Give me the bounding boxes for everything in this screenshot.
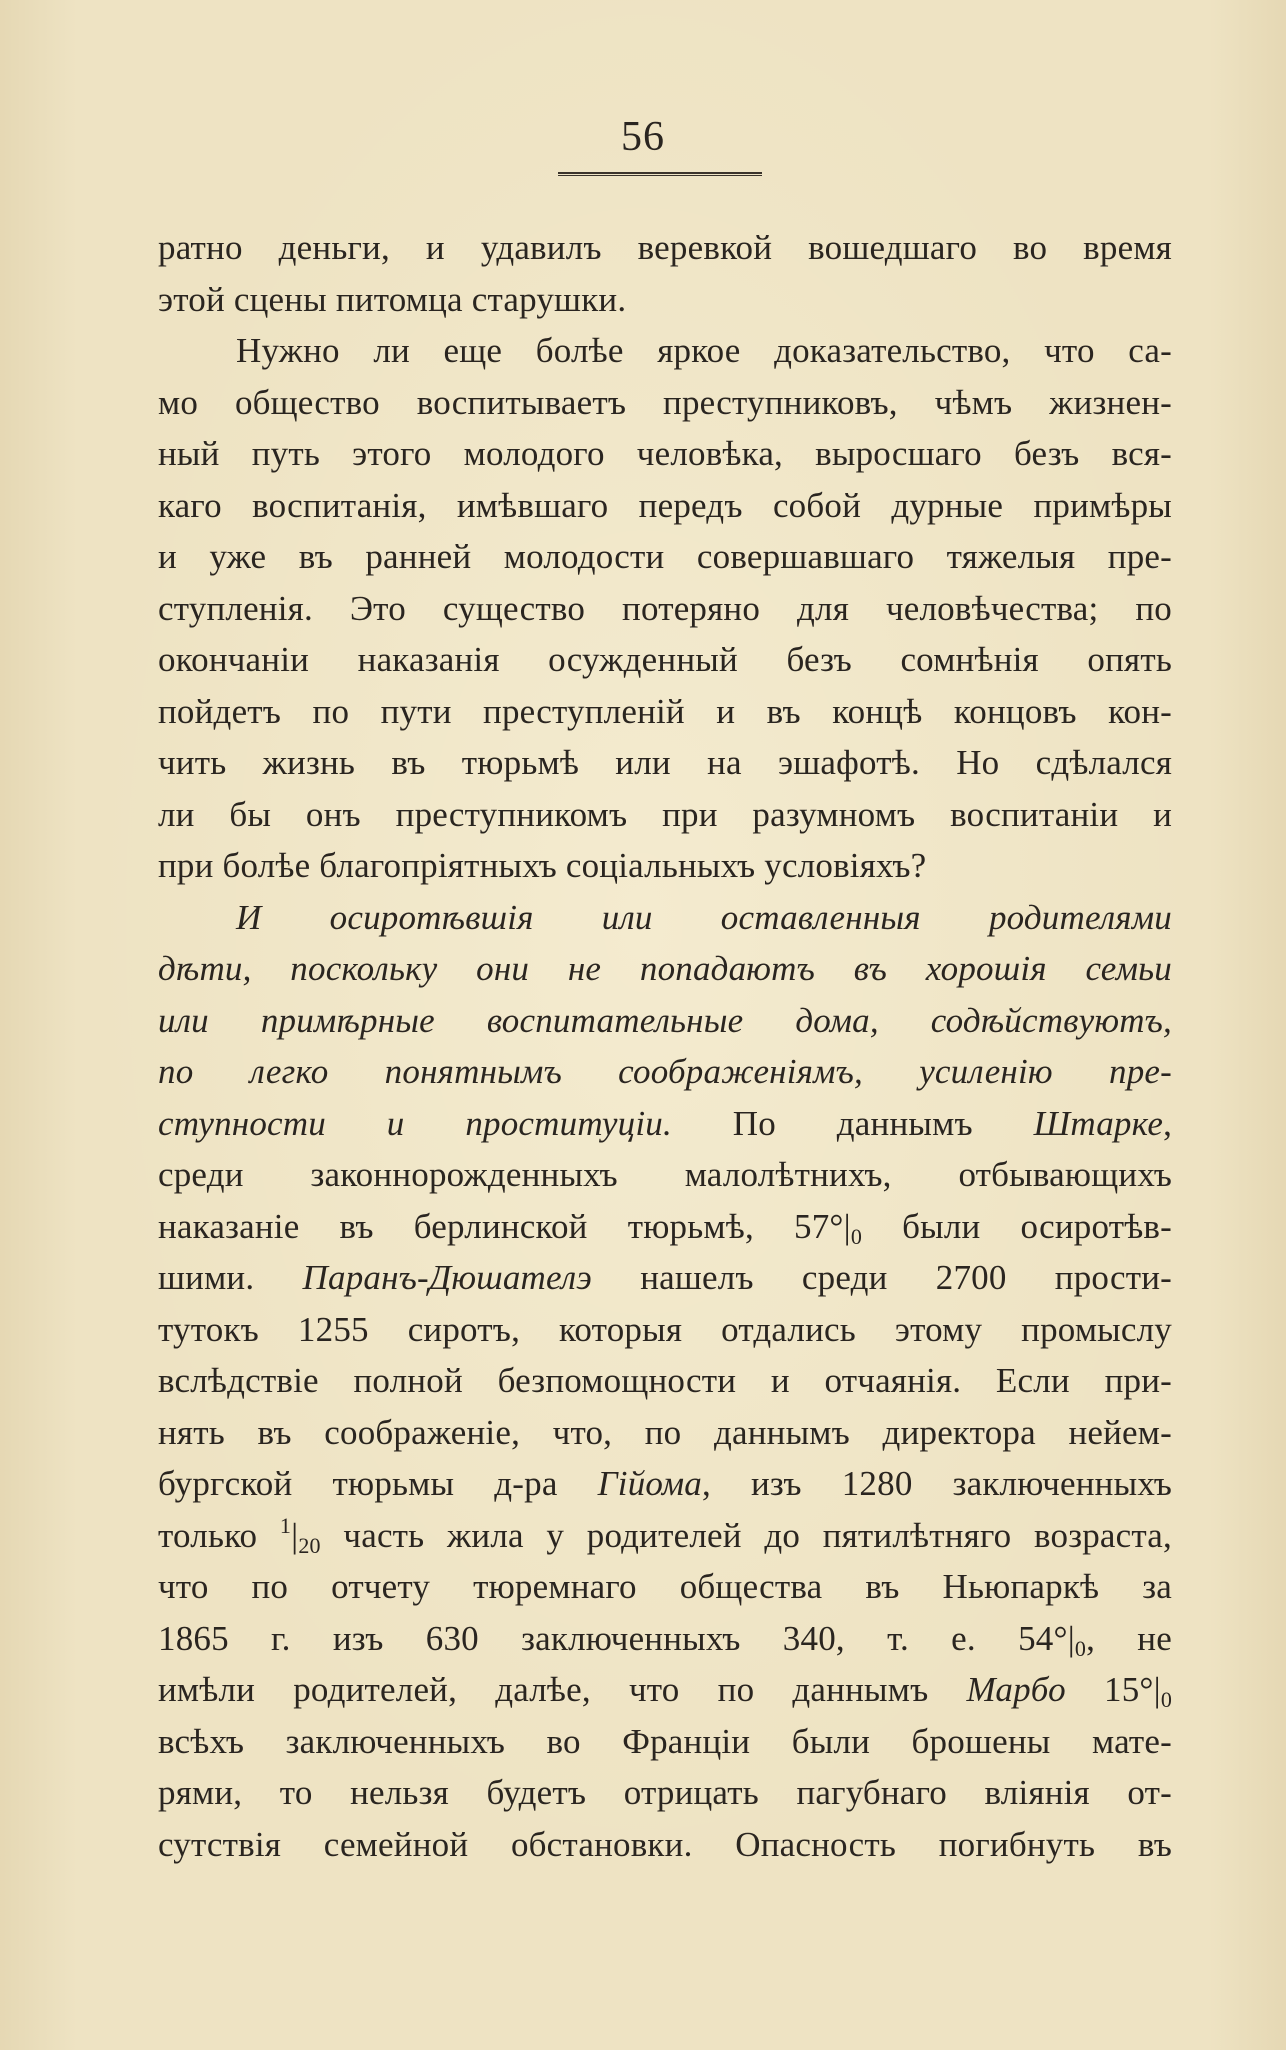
header-rule xyxy=(558,172,762,176)
text-line: каго воспитанія, имѣвшаго передъ собой дурные примѣры xyxy=(158,485,1172,525)
text-line: этой сцены питомца старушки. xyxy=(158,279,627,319)
text-line: тутокъ 1255 сиротъ, которыя отдались этому промыслу xyxy=(158,1309,1172,1349)
text-line: всѣхъ заключенныхъ во Франціи были брошены мате- xyxy=(158,1721,1172,1761)
page-number: 56 xyxy=(621,114,665,160)
text-line: нять въ соображеніе, что, по даннымъ директора нейем- xyxy=(158,1412,1172,1452)
text-line: рями, то нельзя будетъ отрицать пагубнаго вліянія от- xyxy=(158,1773,1172,1812)
text-line: ступности и проституціи. По даннымъ Штарке, xyxy=(158,1103,1173,1143)
text-line: при болѣе благопріятныхъ соціальныхъ условіяхъ? xyxy=(158,846,927,885)
text-line: что по отчету тюремнаго общества въ Ньюпаркѣ за xyxy=(158,1567,1172,1606)
text-line: 1865 г. изъ 630 заключенныхъ 340, т. е. $54^\circ|_0$, не xyxy=(158,1618,1172,1661)
text-line: Нужно ли еще болѣе яркое доказательство, что са- xyxy=(236,331,1172,370)
author-name: Гійома xyxy=(597,1464,702,1503)
author-name: Паранъ-Дюшателэ xyxy=(302,1258,592,1297)
text-line: по легко понятнымъ соображеніямъ, усиленію пре- xyxy=(158,1052,1172,1091)
paragraph-3 xyxy=(158,892,1172,1871)
text-line: бургской тюрьмы д-ра Гійома, изъ 1280 заключенныхъ xyxy=(158,1464,1172,1503)
text-line: наказаніе въ берлинской тюрьмѣ, $57^\circ|_0$ были осиротѣв- xyxy=(158,1206,1172,1249)
text-line: или примѣрные воспитательные дома, содѣйствуютъ, xyxy=(158,1000,1172,1040)
text-line: ступленія. Это существо потеряно для человѣчества; по xyxy=(158,588,1172,628)
text-line: И осиротѣвшія или оставленныя родителями xyxy=(236,897,1172,937)
text-line: ли бы онъ преступникомъ при разумномъ воспитаніи и xyxy=(158,794,1172,834)
text-line: имѣли родителей, далѣе, что по даннымъ Марбо $15^\circ|_0$ xyxy=(158,1670,1173,1712)
author-name: Штарке xyxy=(1033,1103,1164,1143)
author-name: Марбо xyxy=(966,1670,1066,1709)
text-line: шими. Паранъ-Дюшателэ нашелъ среди 2700 прости- xyxy=(158,1258,1173,1297)
body-text xyxy=(158,222,1172,1870)
text-line: сутствія семейной обстановки. Опасность погибнуть въ xyxy=(158,1824,1172,1864)
text-line: и уже въ ранней молодости совершавшаго тяжелыя пре- xyxy=(158,537,1172,576)
text-line: пойдетъ по пути преступленій и въ концѣ концовъ кон- xyxy=(158,691,1172,731)
text-line: среди законнорожденныхъ малолѣтнихъ, отбывающихъ xyxy=(158,1155,1172,1194)
text-line: мо общество воспитываетъ преступниковъ, чѣмъ жизнен- xyxy=(158,382,1172,422)
text-line: вслѣдствіе полной безпомощности и отчаянія. Если при- xyxy=(158,1361,1172,1400)
paragraphs-1-2 xyxy=(158,222,1172,892)
text-line: окончаніи наказанія осужденный безъ сомнѣнія опять xyxy=(158,640,1172,679)
text-line: только $^1|_{20}$ часть жила у родителей до пятилѣтняго возраста, xyxy=(158,1512,1172,1558)
text-line: ный путь этого молодого человѣка, выросшаго безъ вся- xyxy=(158,434,1172,473)
text-line: ратно деньги, и удавилъ веревкой вошедшаго во время xyxy=(158,228,1172,267)
text-line: дѣти, поскольку они не попадаютъ въ хорошія семьи xyxy=(158,949,1172,988)
text-line: чить жизнь въ тюрьмѣ или на эшафотѣ. Но сдѣлался xyxy=(158,743,1172,782)
